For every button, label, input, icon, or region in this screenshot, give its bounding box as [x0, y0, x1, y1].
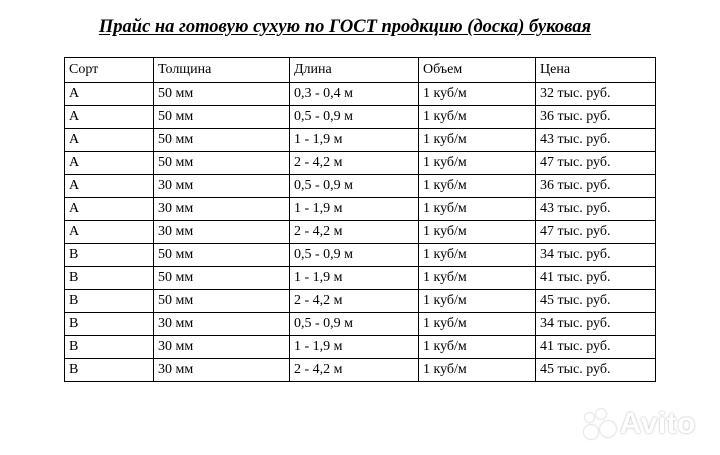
cell-thickness: 50 мм — [154, 244, 290, 267]
column-header-grade: Сорт — [65, 58, 154, 83]
watermark-text: Avito — [619, 407, 696, 440]
cell-volume: 1 куб/м — [419, 175, 536, 198]
cell-grade: А — [65, 106, 154, 129]
cell-price: 45 тыс. руб. — [536, 290, 656, 313]
cell-thickness: 50 мм — [154, 106, 290, 129]
cell-length: 2 - 4,2 м — [290, 152, 419, 175]
price-table — [64, 57, 656, 382]
table-row — [65, 290, 656, 313]
cell-thickness: 30 мм — [154, 198, 290, 221]
avito-watermark — [582, 407, 696, 441]
cell-grade: В — [65, 290, 154, 313]
table-row — [65, 175, 656, 198]
column-header-thickness: Толщина — [154, 58, 290, 83]
cell-volume: 1 куб/м — [419, 106, 536, 129]
cell-volume: 1 куб/м — [419, 83, 536, 106]
table-row — [65, 198, 656, 221]
cell-volume: 1 куб/м — [419, 267, 536, 290]
cell-grade: А — [65, 175, 154, 198]
cell-price: 41 тыс. руб. — [536, 336, 656, 359]
cell-grade: В — [65, 336, 154, 359]
cell-grade: В — [65, 313, 154, 336]
cell-thickness: 30 мм — [154, 336, 290, 359]
cell-length: 0,5 - 0,9 м — [290, 106, 419, 129]
table-row — [65, 267, 656, 290]
cell-price: 34 тыс. руб. — [536, 313, 656, 336]
column-header-volume: Объем — [419, 58, 536, 83]
cell-price: 45 тыс. руб. — [536, 359, 656, 382]
cell-length: 0,3 - 0,4 м — [290, 83, 419, 106]
cell-length: 0,5 - 0,9 м — [290, 313, 419, 336]
cell-thickness: 30 мм — [154, 175, 290, 198]
cell-thickness: 30 мм — [154, 359, 290, 382]
table-row — [65, 336, 656, 359]
cell-price: 36 тыс. руб. — [536, 106, 656, 129]
column-header-length: Длина — [290, 58, 419, 83]
table-row — [65, 83, 656, 106]
table-row — [65, 244, 656, 267]
table-row — [65, 106, 656, 129]
cell-length: 0,5 - 0,9 м — [290, 175, 419, 198]
table-body — [65, 83, 656, 382]
cell-volume: 1 куб/м — [419, 221, 536, 244]
cell-length: 1 - 1,9 м — [290, 129, 419, 152]
cell-thickness: 50 мм — [154, 152, 290, 175]
cell-price: 41 тыс. руб. — [536, 267, 656, 290]
cell-grade: В — [65, 359, 154, 382]
cell-length: 1 - 1,9 м — [290, 336, 419, 359]
cell-grade: А — [65, 152, 154, 175]
cell-thickness: 30 мм — [154, 313, 290, 336]
table-row — [65, 152, 656, 175]
cell-thickness: 50 мм — [154, 83, 290, 106]
cell-volume: 1 куб/м — [419, 129, 536, 152]
table-row — [65, 129, 656, 152]
cell-volume: 1 куб/м — [419, 290, 536, 313]
cell-grade: В — [65, 244, 154, 267]
cell-thickness: 50 мм — [154, 129, 290, 152]
cell-grade: А — [65, 129, 154, 152]
cell-volume: 1 куб/м — [419, 152, 536, 175]
cell-volume: 1 куб/м — [419, 313, 536, 336]
cell-thickness: 50 мм — [154, 290, 290, 313]
cell-grade: А — [65, 221, 154, 244]
cell-price: 34 тыс. руб. — [536, 244, 656, 267]
cell-length: 1 - 1,9 м — [290, 198, 419, 221]
table-row — [65, 221, 656, 244]
column-header-price: Цена — [536, 58, 656, 83]
table-row — [65, 359, 656, 382]
cell-length: 1 - 1,9 м — [290, 267, 419, 290]
cell-price: 47 тыс. руб. — [536, 221, 656, 244]
cell-grade: А — [65, 198, 154, 221]
cell-price: 47 тыс. руб. — [536, 152, 656, 175]
cell-price: 36 тыс. руб. — [536, 175, 656, 198]
cell-volume: 1 куб/м — [419, 198, 536, 221]
cell-length: 2 - 4,2 м — [290, 290, 419, 313]
cell-thickness: 30 мм — [154, 221, 290, 244]
cell-price: 43 тыс. руб. — [536, 129, 656, 152]
avito-logo-icon — [582, 407, 616, 441]
cell-volume: 1 куб/м — [419, 359, 536, 382]
table-header-row — [65, 58, 656, 83]
cell-length: 2 - 4,2 м — [290, 359, 419, 382]
cell-thickness: 50 мм — [154, 267, 290, 290]
cell-grade: В — [65, 267, 154, 290]
cell-price: 32 тыс. руб. — [536, 83, 656, 106]
cell-volume: 1 куб/м — [419, 336, 536, 359]
cell-length: 2 - 4,2 м — [290, 221, 419, 244]
table-row — [65, 313, 656, 336]
cell-volume: 1 куб/м — [419, 244, 536, 267]
page-title: Прайс на готовую сухую по ГОСТ продкцию (доска) буковая — [98, 17, 592, 37]
cell-price: 43 тыс. руб. — [536, 198, 656, 221]
cell-length: 0,5 - 0,9 м — [290, 244, 419, 267]
cell-grade: А — [65, 83, 154, 106]
